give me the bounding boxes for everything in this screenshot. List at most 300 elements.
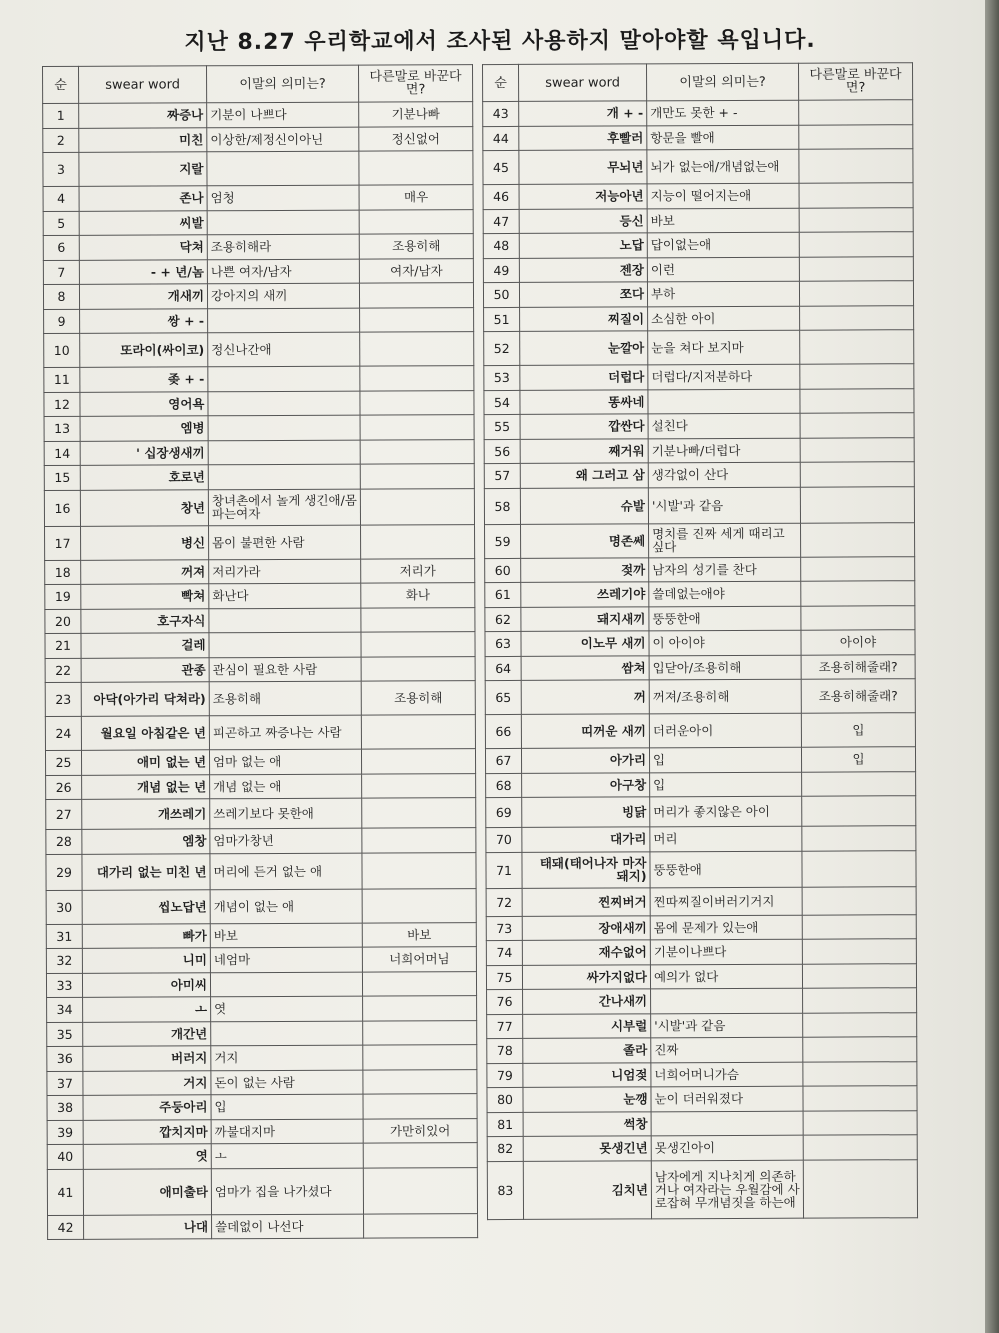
- row-number-cell: 8: [43, 284, 79, 309]
- meaning-cell: [210, 972, 362, 997]
- swear-word-cell: 개간년: [83, 1021, 211, 1046]
- table-right: [482, 62, 918, 1219]
- row-number-cell: 2: [43, 128, 79, 153]
- alternative-cell: [364, 1213, 478, 1238]
- table-row: [486, 963, 916, 989]
- alternative-cell: [801, 556, 915, 581]
- meaning-cell: [208, 308, 360, 333]
- alternative-cell: [361, 656, 475, 681]
- row-number-cell: 54: [484, 390, 520, 415]
- table-row: [483, 149, 913, 185]
- meaning-cell: 나쁜 여자/남자: [207, 259, 359, 284]
- swear-word-cell: 호로년: [80, 465, 208, 490]
- swear-word-cell: 씹노답년: [82, 889, 210, 924]
- row-number-cell: 6: [43, 235, 79, 260]
- row-number-cell: 32: [46, 948, 82, 973]
- alternative-cell: [802, 771, 916, 796]
- table-row: [43, 102, 473, 128]
- swear-word-cell: 닥쳐: [79, 235, 207, 260]
- row-number-cell: 3: [43, 152, 79, 186]
- table-row: [47, 1069, 477, 1095]
- row-number-cell: 28: [46, 829, 82, 854]
- meaning-cell: 화난다: [209, 583, 361, 608]
- alternative-cell: 가만히있어: [363, 1118, 477, 1143]
- swear-word-cell: ㅗ: [83, 997, 211, 1022]
- row-number-cell: 40: [47, 1144, 83, 1169]
- row-number-cell: 21: [45, 633, 81, 658]
- table-row: [485, 713, 915, 749]
- swear-word-cell: 씨발: [79, 210, 207, 235]
- table-row: [483, 256, 913, 282]
- meaning-cell: 꺼져/조용히해: [649, 679, 801, 714]
- alternative-cell: [803, 1037, 917, 1062]
- meaning-cell: 예의가 없다: [650, 964, 802, 989]
- table-row: [47, 1094, 477, 1120]
- row-number-cell: 59: [485, 524, 521, 558]
- swear-word-cell: 이노무 새끼: [521, 631, 649, 656]
- meaning-cell: 엄마가 집을 나가셨다: [211, 1168, 363, 1215]
- alternative-cell: 아이야: [801, 630, 915, 655]
- alternative-cell: 매우: [359, 185, 473, 210]
- table-row: [486, 796, 916, 828]
- alternative-cell: [800, 437, 914, 462]
- meaning-cell: [651, 988, 803, 1013]
- alternative-cell: [799, 281, 913, 306]
- swear-word-cell: 쌈쳐: [521, 655, 649, 680]
- swear-word-cell: 대가리: [522, 827, 650, 852]
- row-number-cell: 16: [44, 490, 80, 526]
- table-row: [485, 679, 915, 715]
- alternative-cell: [361, 632, 475, 657]
- alternative-cell: [800, 413, 914, 438]
- swear-word-cell: 개쓰레기: [82, 799, 210, 830]
- table-row: [44, 332, 474, 368]
- swear-word-cell: 빡쳐: [81, 584, 209, 609]
- row-number-cell: 38: [47, 1095, 83, 1120]
- meaning-cell: 설친다: [648, 413, 800, 438]
- alternative-cell: [803, 1135, 917, 1160]
- alternative-cell: 정신없어: [359, 126, 473, 151]
- table-row: [46, 888, 476, 924]
- swear-word-cell: 니미: [82, 948, 210, 973]
- alternative-cell: 입: [801, 747, 915, 772]
- meaning-cell: 조용히해라: [207, 234, 359, 259]
- meaning-cell: 엄마가창년: [210, 828, 362, 853]
- alternative-cell: [802, 914, 916, 939]
- row-number-cell: 51: [484, 307, 520, 332]
- table-row: [43, 283, 473, 309]
- meaning-cell: 눈이 더러워졌다: [651, 1086, 803, 1111]
- meaning-cell: 엄마 없는 애: [209, 749, 361, 774]
- table-row: [487, 1012, 917, 1038]
- row-number-cell: 77: [487, 1014, 523, 1039]
- table-row: [485, 556, 915, 582]
- alternative-cell: [802, 796, 916, 826]
- row-number-cell: 7: [43, 260, 79, 285]
- meaning-cell: 쓰레기보다 못한애: [210, 798, 362, 829]
- header-num: 순: [43, 66, 79, 103]
- table-row: [485, 630, 915, 656]
- row-number-cell: 46: [483, 184, 519, 209]
- row-number-cell: 29: [46, 854, 82, 890]
- table-header-row: [482, 63, 912, 102]
- row-number-cell: 10: [44, 333, 80, 367]
- table-row: [45, 583, 475, 609]
- swear-word-cell: 존나: [79, 186, 207, 211]
- meaning-cell: 입닫아/조용히해: [649, 655, 801, 680]
- meaning-cell: 뇌가 없는애/개념없는애: [647, 149, 799, 184]
- table-row: [486, 850, 916, 888]
- header-num: 순: [482, 64, 518, 101]
- alternative-cell: [359, 209, 473, 234]
- alternative-cell: [799, 232, 913, 257]
- header-meaning: 이말의 의미는?: [207, 65, 359, 103]
- swear-word-cell: 쪼다: [519, 282, 647, 307]
- table-row: [44, 488, 474, 526]
- row-number-cell: 73: [486, 916, 522, 941]
- row-number-cell: 64: [485, 656, 521, 681]
- meaning-cell: 기분이 나쁘다: [207, 102, 359, 127]
- table-row: [44, 307, 474, 333]
- row-number-cell: 76: [487, 989, 523, 1014]
- header-alternative: 다른말로 바꾼다면?: [358, 65, 472, 102]
- swear-word-cell: 빙닭: [522, 797, 650, 828]
- table-left-body: [43, 102, 478, 1240]
- row-number-cell: 63: [485, 631, 521, 656]
- swear-word-cell: 젖까: [521, 557, 649, 582]
- swear-word-cell: 왜 그러고 삼: [520, 463, 648, 488]
- meaning-cell: '시발'과 같음: [648, 487, 800, 524]
- swear-word-cell: 장애새끼: [522, 915, 650, 940]
- alternative-cell: [803, 1110, 917, 1135]
- swear-word-cell: 걸레: [81, 633, 209, 658]
- row-number-cell: 61: [485, 582, 521, 607]
- meaning-cell: 입: [211, 1094, 363, 1119]
- meaning-cell: 찐따찌질이버러기거지: [650, 887, 802, 916]
- meaning-cell: 소심한 아이: [648, 306, 800, 331]
- header-meaning: 이말의 의미는?: [646, 63, 798, 101]
- alternative-cell: [803, 1012, 917, 1037]
- meaning-cell: 거지: [211, 1045, 363, 1070]
- alternative-cell: [802, 939, 916, 964]
- swear-word-cell: 띠꺼운 새끼: [521, 714, 649, 749]
- table-row: [487, 1037, 917, 1063]
- swear-word-cell: 졸라: [523, 1038, 651, 1063]
- swear-word-cell: 짜증나: [79, 103, 207, 128]
- table-row: [47, 996, 477, 1022]
- meaning-cell: 항문을 빨애: [647, 125, 799, 150]
- swear-word-cell: 싸가지없다: [522, 964, 650, 989]
- table-right-body: [483, 100, 918, 1219]
- row-number-cell: 82: [487, 1136, 523, 1161]
- meaning-cell: 피곤하고 짜증나는 사람: [209, 715, 361, 750]
- meaning-cell: 남자의 성기를 찬다: [649, 557, 801, 582]
- table-row: [43, 258, 473, 284]
- row-number-cell: 31: [46, 924, 82, 949]
- table-row: [483, 183, 913, 209]
- swear-word-cell: 시부럴: [523, 1013, 651, 1038]
- meaning-cell: [207, 210, 359, 235]
- meaning-cell: [208, 415, 360, 440]
- table-row: [483, 124, 913, 150]
- meaning-cell: 정신나간애: [208, 332, 360, 367]
- row-number-cell: 50: [483, 282, 519, 307]
- meaning-cell: 창녀촌에서 놀게 생긴애/몸파는여자: [208, 489, 360, 526]
- meaning-cell: 머리가 좋지않은 아이: [650, 796, 802, 827]
- swear-word-cell: 쌍 + -: [80, 308, 208, 333]
- alternative-cell: 조용히해줄래?: [801, 654, 915, 679]
- row-number-cell: 45: [483, 150, 519, 184]
- table-row: [45, 632, 475, 658]
- table-row: [486, 771, 916, 797]
- header-word: swear word: [79, 66, 207, 104]
- alternative-cell: [360, 390, 474, 415]
- meaning-cell: 개만도 못한 + -: [647, 100, 799, 125]
- row-number-cell: 30: [46, 890, 82, 924]
- meaning-cell: 이 아이야: [649, 630, 801, 655]
- row-number-cell: 48: [483, 233, 519, 258]
- meaning-cell: 진짜: [651, 1037, 803, 1062]
- meaning-cell: 기분나빠/더럽다: [648, 438, 800, 463]
- row-number-cell: 71: [486, 852, 522, 888]
- table-row: [484, 486, 914, 524]
- table-row: [484, 388, 914, 414]
- row-number-cell: 52: [484, 331, 520, 365]
- swear-word-cell: 니엄젖: [523, 1062, 651, 1087]
- meaning-cell: 생각없이 산다: [648, 462, 800, 487]
- row-number-cell: 22: [45, 658, 81, 683]
- table-row: [43, 151, 473, 187]
- meaning-cell: 관심이 필요한 사람: [209, 657, 361, 682]
- swear-word-cell: 애미출타: [83, 1168, 211, 1215]
- swear-word-cell: 꺼져: [81, 559, 209, 584]
- alternative-cell: 조용히해: [361, 681, 475, 715]
- swear-word-cell: 쓰레기야: [521, 582, 649, 607]
- swear-word-cell: 찐찌버거: [522, 887, 650, 916]
- alternative-cell: [360, 439, 474, 464]
- table-row: [485, 581, 915, 607]
- table-row: [46, 773, 476, 799]
- table-row: [487, 988, 917, 1014]
- table-row: [483, 207, 913, 233]
- meaning-cell: [648, 389, 800, 414]
- meaning-cell: 입: [650, 772, 802, 797]
- swear-word-cell: 노답: [519, 233, 647, 258]
- alternative-cell: [363, 1045, 477, 1070]
- row-number-cell: 79: [487, 1063, 523, 1088]
- row-number-cell: 25: [45, 750, 81, 775]
- table-row: [44, 415, 474, 441]
- swear-word-cell: 엠창: [82, 829, 210, 854]
- swear-word-cell: 주둥아리: [83, 1095, 211, 1120]
- table-row: [45, 558, 475, 584]
- row-number-cell: 14: [44, 441, 80, 466]
- alternative-cell: [802, 886, 916, 914]
- meaning-cell: 쓸데없이 나선다: [212, 1214, 364, 1239]
- row-number-cell: 5: [43, 211, 79, 236]
- alternative-cell: 여자/남자: [359, 258, 473, 283]
- table-row: [47, 1143, 477, 1169]
- swear-word-cell: 미친: [79, 127, 207, 152]
- meaning-cell: 지능이 떨어지는애: [647, 183, 799, 208]
- row-number-cell: 68: [486, 773, 522, 798]
- row-number-cell: 81: [487, 1112, 523, 1137]
- swear-word-cell: 엠병: [80, 416, 208, 441]
- row-number-cell: 4: [43, 186, 79, 211]
- alternative-cell: [363, 1069, 477, 1094]
- meaning-cell: 까불대지마: [211, 1119, 363, 1144]
- row-number-cell: 35: [47, 1022, 83, 1047]
- meaning-cell: 조용히해: [209, 681, 361, 716]
- meaning-cell: 바보: [210, 923, 362, 948]
- row-number-cell: 26: [46, 775, 82, 800]
- meaning-cell: 남자에게 지나치게 의존하거나 여자라는 우월감에 사로잡혀 무개념짓을 하는애: [651, 1160, 803, 1219]
- swear-word-cell: 빠가: [82, 923, 210, 948]
- row-number-cell: 17: [45, 526, 81, 560]
- table-row: [43, 126, 473, 152]
- row-number-cell: 41: [47, 1169, 83, 1215]
- row-number-cell: 78: [487, 1038, 523, 1063]
- row-number-cell: 65: [485, 680, 521, 714]
- swear-word-cell: 병신: [81, 525, 209, 560]
- alternative-cell: 바보: [362, 922, 476, 947]
- swear-word-cell: 월요일 아침같은 년: [81, 716, 209, 751]
- alternative-cell: [803, 1159, 917, 1217]
- alternative-cell: [799, 149, 913, 183]
- meaning-cell: 네엄마: [210, 947, 362, 972]
- swear-word-cell: 창년: [80, 489, 208, 526]
- row-number-cell: 15: [44, 465, 80, 490]
- meaning-cell: 머리에 든거 없는 애: [210, 853, 362, 890]
- meaning-cell: 쓸데없는애야: [649, 581, 801, 606]
- row-number-cell: 9: [44, 309, 80, 334]
- alternative-cell: [360, 307, 474, 332]
- meaning-cell: 바보: [647, 208, 799, 233]
- alternative-cell: [799, 100, 913, 125]
- meaning-cell: 돈이 없는 사람: [211, 1070, 363, 1095]
- swear-word-cell: 등신: [519, 208, 647, 233]
- alternative-cell: [802, 826, 916, 851]
- table-row: [47, 1020, 477, 1046]
- swear-word-cell: 젠장: [519, 257, 647, 282]
- swear-word-cell: 돼지새끼: [521, 606, 649, 631]
- row-number-cell: 58: [484, 488, 520, 524]
- swear-word-cell: 깝싼다: [520, 414, 648, 439]
- swear-word-cell: 슈발: [520, 487, 648, 524]
- table-row: [46, 798, 476, 830]
- swear-word-cell: 찌질이: [520, 306, 648, 331]
- table-header-row: [43, 65, 473, 104]
- swear-word-cell: 아구창: [522, 772, 650, 797]
- swear-word-cell: 무뇌년: [519, 150, 647, 185]
- table-row: [486, 826, 916, 852]
- alternative-cell: [800, 364, 914, 389]
- alternative-cell: [361, 607, 475, 632]
- table-row: [484, 462, 914, 488]
- alternative-cell: [361, 749, 475, 774]
- meaning-cell: 더럽다/지저분하다: [648, 364, 800, 389]
- table-row: [45, 681, 475, 717]
- alternative-cell: [799, 256, 913, 281]
- table-row: [487, 1110, 917, 1136]
- table-row: [486, 914, 916, 940]
- row-number-cell: 75: [486, 965, 522, 990]
- row-number-cell: 36: [47, 1046, 83, 1071]
- meaning-cell: 이상한/제정신이아닌: [207, 127, 359, 152]
- table-row: [483, 100, 913, 126]
- swear-word-cell: 영어욕: [80, 391, 208, 416]
- table-left-half: [42, 64, 477, 1240]
- meaning-cell: 더러운아이: [649, 713, 801, 748]
- swear-word-cell: 또라이(싸이코): [80, 333, 208, 368]
- table-row: [485, 605, 915, 631]
- meaning-cell: 엄청: [207, 185, 359, 210]
- alternative-cell: [362, 773, 476, 798]
- table-row: [43, 185, 473, 211]
- swear-word-cell: 거지: [83, 1070, 211, 1095]
- meaning-cell: 뚱뚱한애: [650, 851, 802, 888]
- swear-word-cell: 썩창: [523, 1111, 651, 1136]
- swear-word-cell: 관종: [81, 657, 209, 682]
- row-number-cell: 47: [483, 209, 519, 234]
- row-number-cell: 34: [47, 997, 83, 1022]
- alternative-cell: [799, 124, 913, 149]
- swear-word-cell: 아가리: [521, 748, 649, 773]
- swear-word-cell: 대가리 없는 미친 년: [82, 853, 210, 890]
- table-row: [47, 1118, 477, 1144]
- alternative-cell: [362, 828, 476, 853]
- swear-word-cell: 눈깽: [523, 1087, 651, 1112]
- table-row: [485, 522, 915, 558]
- meaning-cell: [651, 1111, 803, 1136]
- table-left: [42, 64, 478, 1240]
- alternative-cell: [360, 415, 474, 440]
- alternative-cell: [360, 332, 474, 366]
- table-row: [487, 1135, 917, 1161]
- meaning-cell: 부하: [647, 281, 799, 306]
- table-row: [484, 437, 914, 463]
- table-row: [45, 656, 475, 682]
- row-number-cell: 37: [47, 1071, 83, 1096]
- swear-word-cell: 명존쎄: [521, 523, 649, 558]
- swear-word-cell: 깝치지마: [83, 1119, 211, 1144]
- meaning-cell: 저리가라: [209, 559, 361, 584]
- row-number-cell: 39: [47, 1120, 83, 1145]
- alternative-cell: [803, 1061, 917, 1086]
- table-row: [487, 1061, 917, 1087]
- swear-word-cell: - + 년/놈: [79, 259, 207, 284]
- meaning-cell: 머리: [650, 826, 802, 851]
- row-number-cell: 18: [45, 560, 81, 585]
- swear-word-cell: 째거워: [520, 438, 648, 463]
- meaning-cell: 개념이 없는 애: [210, 889, 362, 924]
- table-row: [43, 234, 473, 260]
- meaning-cell: [208, 464, 360, 489]
- table-row: [487, 1086, 917, 1112]
- swear-word-cell: 간나새끼: [523, 989, 651, 1014]
- row-number-cell: 53: [484, 365, 520, 390]
- row-number-cell: 42: [48, 1215, 84, 1240]
- table-row: [46, 922, 476, 948]
- table-row: [484, 305, 914, 331]
- alternative-cell: 기분나빠: [359, 102, 473, 127]
- table-row: [46, 852, 476, 890]
- meaning-cell: 몸이 불편한 사람: [209, 525, 361, 560]
- row-number-cell: 20: [45, 609, 81, 634]
- table-row: [486, 886, 916, 916]
- swear-word-cell: 엿: [83, 1144, 211, 1169]
- alternative-cell: [802, 963, 916, 988]
